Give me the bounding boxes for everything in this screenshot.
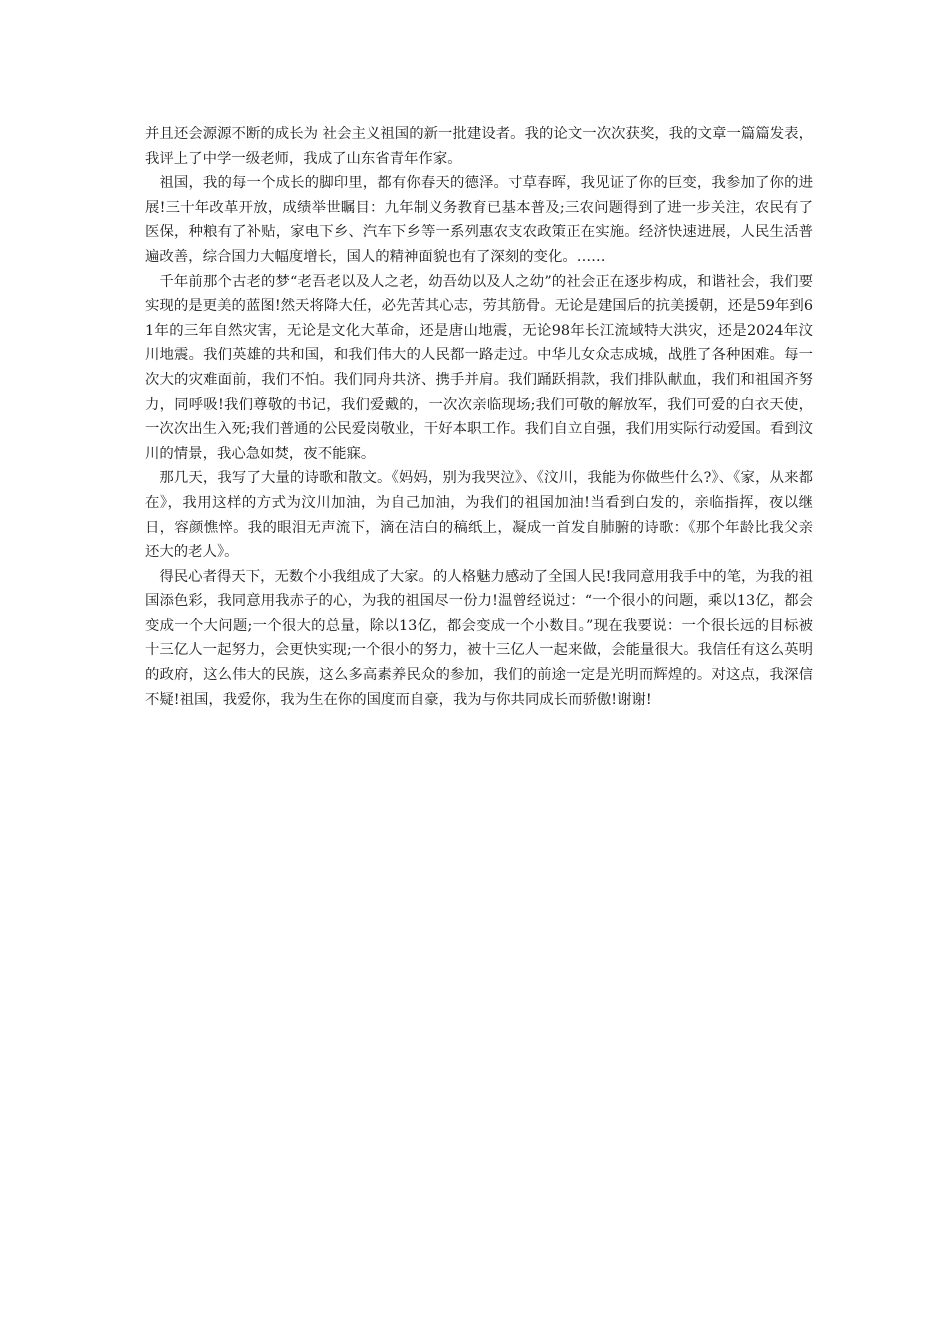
paragraph-1: 并且还会源源不断的成长为 社会主义祖国的新一批建设者。我的论文一次次获奖，我的文章一篇篇发表，我评上了中学一级老师，我成了山东省青年作家。	[145, 126, 813, 167]
paragraph-5: 得民心者得天下，无数个小我组成了大家。的人格魅力感动了全国人民!我同意用我手中的笔，为我的祖国添色彩，我同意用我赤子的心，为我的祖国尽一份力!温曾经说过：“一个很小的问题，乘以13亿，都会变成一个大问题;一个很大的总量，除以13亿，都会变成一个小数目。”现在我要说：一个很长远的目标被十三亿人一起努力，会更快实现;一个很小的努力，被十三亿人一起来做，会能量很大。我信任有这么英明的政府，这么伟大的民族，这么多高素养民众的参加，我们的前途一定是光明而辉煌的。对这点，我深信不疑!祖国，我爱你，我为生在你的国度而自豪，我为与你共同成长而骄傲!谢谢!	[145, 568, 813, 708]
paragraph-4: 那几天，我写了大量的诗歌和散文。《妈妈，别为我哭泣》、《汶川，我能为你做些什么?》、《家，从来都在》，我用这样的方式为汶川加油，为自己加油，为我们的祖国加油!当看到白发的，亲临指挥，夜以继日，容颜憔悴。我的眼泪无声流下，滴在洁白的稿纸上，凝成一首发自肺腑的诗歌：《那个年龄比我父亲还大的老人》。	[145, 470, 813, 561]
document-body	[145, 122, 813, 712]
paragraph-3: 千年前那个古老的梦“老吾老以及人之老，幼吾幼以及人之幼”的社会正在逐步构成，和谐社会，我们要实现的是更美的蓝图!然天将降大任，必先苦其心志，劳其筋骨。无论是建国后的抗美援朝，还是59年到61年的三年自然灾害，无论是文化大革命，还是唐山地震，无论98年长江流域特大洪灾，还是2024年汶川地震。我们英雄的共和国，和我们伟大的人民都一路走过。中华儿女众志成城，战胜了各种困难。每一次大的灾难面前，我们不怕。我们同舟共济、携手并肩。我们踊跃捐款，我们排队献血，我们和祖国齐努力，同呼吸!我们尊敬的书记，我们爱戴的，一次次亲临现场;我们可敬的解放军，我们可爱的白衣天使，一次次出生入死;我们普通的公民爱岗敬业，干好本职工作。我们自立自强，我们用实际行动爱国。看到汶川的情景，我心急如焚，夜不能寐。	[145, 273, 813, 462]
paragraph-2: 祖国，我的每一个成长的脚印里，都有你春天的德泽。寸草春晖，我见证了你的巨变，我参加了你的进展!三十年改革开放，成绩举世瞩目：九年制义务教育已基本普及;三农问题得到了进一步关注，农民有了医保，种粮有了补贴，家电下乡、汽车下乡等一系列惠农支农政策正在实施。经济快速进展，人民生活普遍改善，综合国力大幅度增长，国人的精神面貌也有了深刻的变化。……	[145, 175, 813, 265]
